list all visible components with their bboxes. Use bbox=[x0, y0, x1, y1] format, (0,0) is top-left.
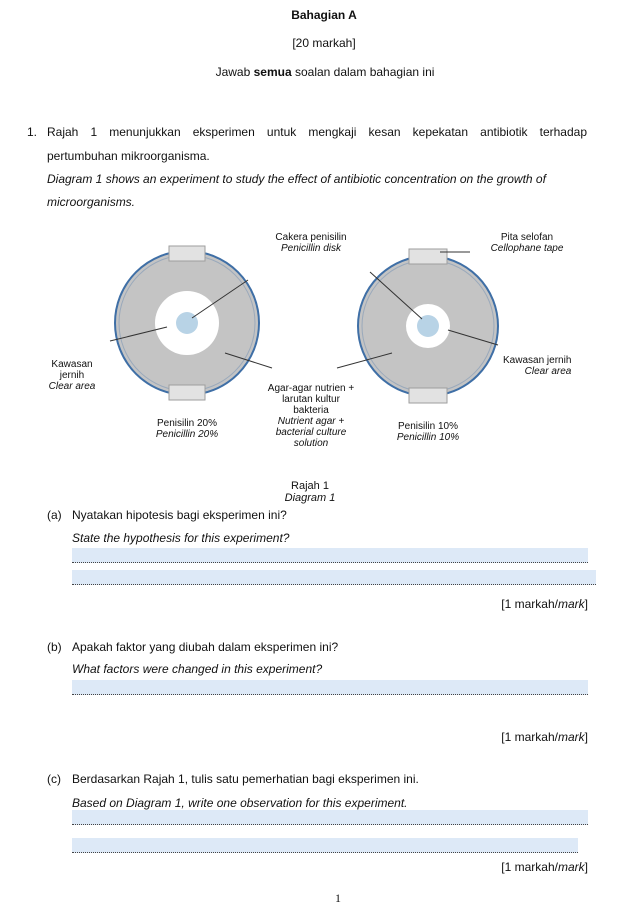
part-question-en: Based on Diagram 1, write one observation for this experiment. bbox=[72, 796, 408, 810]
question-text-en: microorganisms. bbox=[47, 195, 136, 209]
part-question-ms: Apakah faktor yang diubah dalam eksperimen ini? bbox=[72, 640, 339, 654]
instruction-text: soalan dalam bahagian ini bbox=[291, 65, 435, 79]
part-label: (b) bbox=[47, 640, 62, 654]
label-dish-left: Penisilin 20% Penicillin 20% bbox=[155, 418, 219, 440]
penicillin-disk bbox=[176, 312, 198, 334]
part-marks: [1 markah/mark] bbox=[501, 597, 588, 611]
page-number: 1 bbox=[335, 891, 341, 905]
section-instruction bbox=[216, 65, 435, 79]
cellophane-tape bbox=[409, 249, 447, 264]
cellophane-tape bbox=[169, 246, 205, 261]
instruction-emphasis: semua bbox=[253, 65, 292, 79]
penicillin-disk bbox=[417, 315, 439, 337]
total-marks: [20 markah] bbox=[292, 36, 356, 50]
cellophane-tape bbox=[409, 388, 447, 403]
question-text-ms: Rajah 1 menunjukkan eksperimen untuk mengkaji kesan kepekatan antibiotik terhadap bbox=[47, 125, 587, 139]
diagram-caption-ms: Rajah 1 bbox=[291, 480, 329, 492]
part-question-ms: Berdasarkan Rajah 1, tulis satu pemerhatian bagi eksperimen ini. bbox=[72, 772, 419, 786]
label-nutrient-agar: Agar-agar nutrien + larutan kultur bakteria Nutrient agar + bacterial culture solution bbox=[267, 383, 355, 449]
answer-line[interactable] bbox=[72, 838, 578, 853]
instruction-text: Jawab bbox=[215, 65, 254, 79]
label-cellophane-tape: Pita selofan Cellophane tape bbox=[490, 232, 564, 254]
answer-line[interactable] bbox=[72, 810, 588, 825]
question-number: 1. bbox=[27, 125, 38, 139]
section-title: Bahagian A bbox=[291, 8, 357, 22]
petri-dish-left bbox=[115, 246, 259, 400]
part-marks: [1 markah/mark] bbox=[501, 860, 588, 874]
label-clear-area-right: Kawasan jernih Clear area bbox=[503, 355, 572, 377]
part-question-en: State the hypothesis for this experiment? bbox=[72, 531, 290, 545]
cellophane-tape bbox=[169, 385, 205, 400]
part-question-en: What factors were changed in this experiment? bbox=[72, 662, 323, 676]
part-label: (a) bbox=[47, 508, 62, 522]
label-dish-right: Penisilin 10% Penicillin 10% bbox=[396, 421, 460, 443]
answer-line[interactable] bbox=[72, 548, 588, 563]
part-label: (c) bbox=[47, 772, 61, 786]
answer-line[interactable] bbox=[72, 570, 596, 585]
answer-line[interactable] bbox=[72, 680, 588, 695]
diagram-caption-en: Diagram 1 bbox=[284, 492, 336, 504]
label-clear-area-left: Kawasan jernih Clear area bbox=[48, 359, 96, 392]
question-text-en: Diagram 1 shows an experiment to study the effect of antibiotic concentration on the growth of bbox=[47, 172, 546, 186]
petri-dish-right bbox=[358, 249, 498, 403]
label-penicillin-disk: Cakera penisilin Penicillin disk bbox=[275, 232, 347, 254]
question-text-ms: pertumbuhan mikroorganisma. bbox=[47, 149, 210, 163]
part-question-ms: Nyatakan hipotesis bagi eksperimen ini? bbox=[72, 508, 287, 522]
part-marks: [1 markah/mark] bbox=[501, 730, 588, 744]
